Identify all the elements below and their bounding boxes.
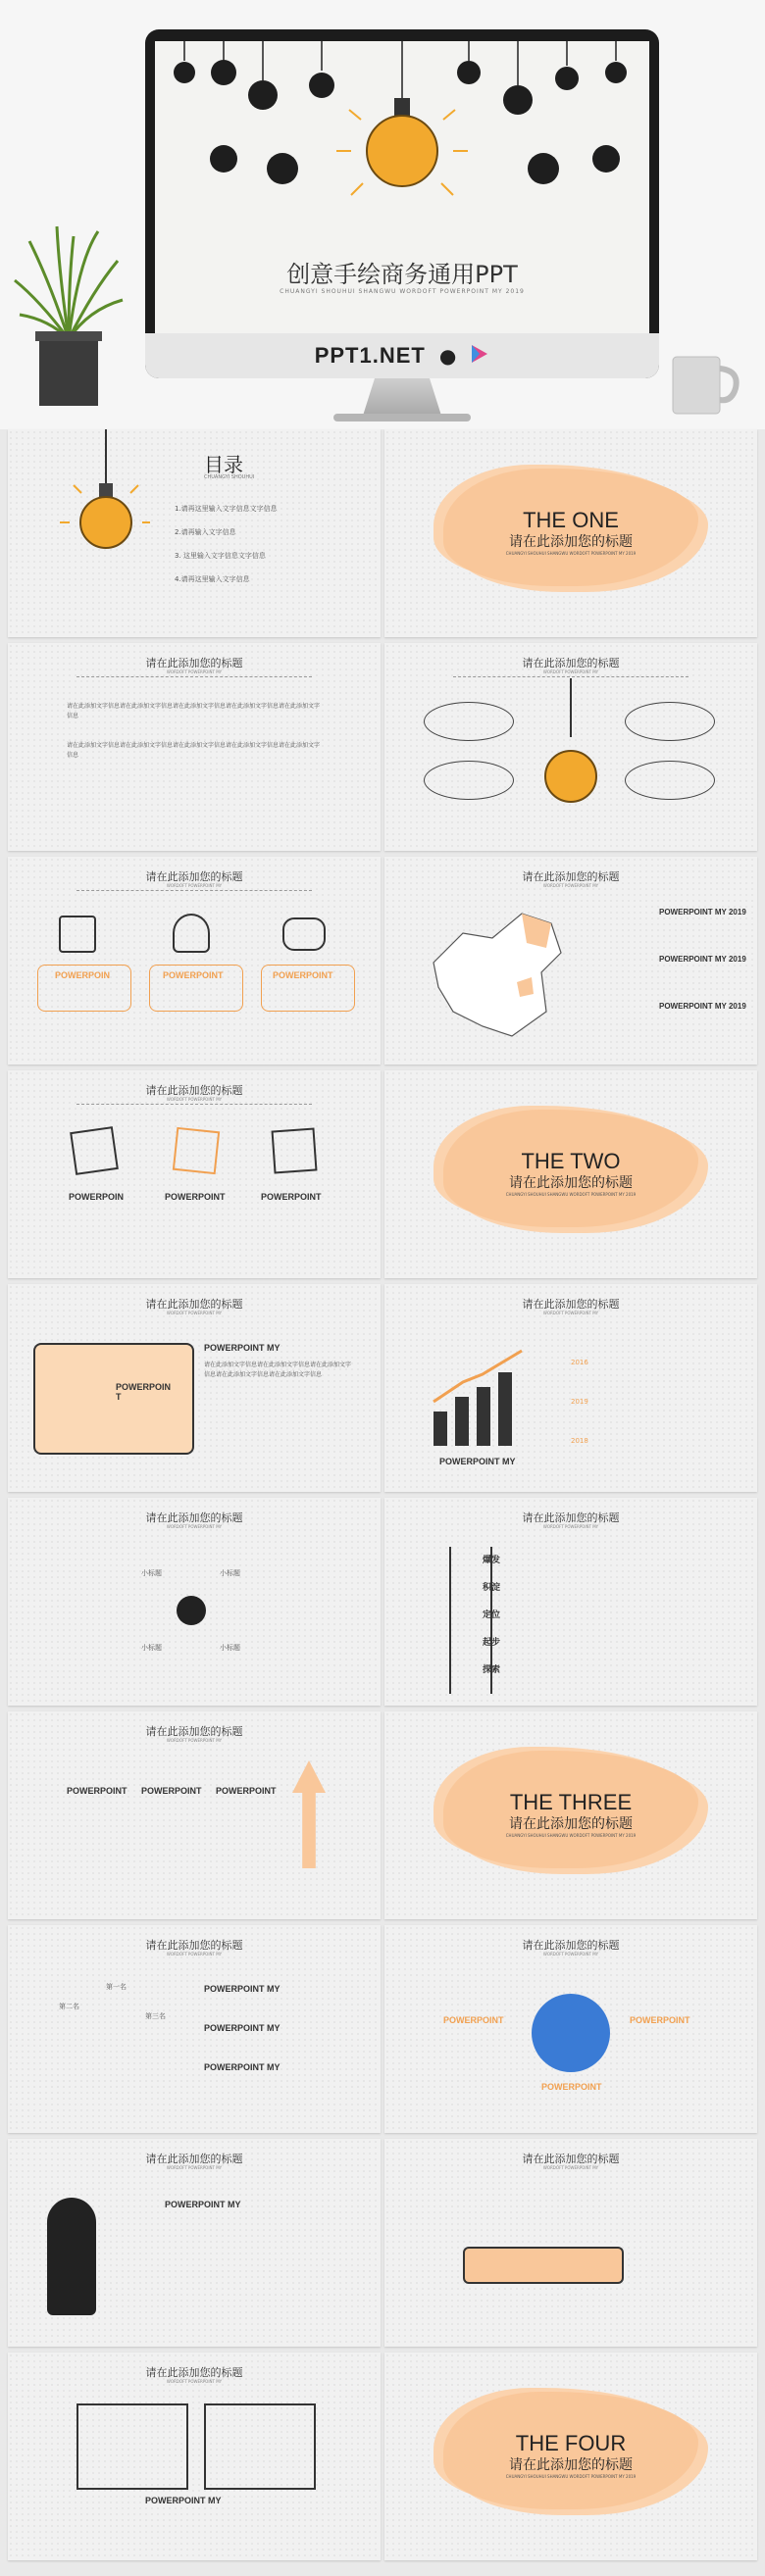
picture-frame bbox=[204, 2403, 316, 2490]
body-text: 请在此添加文字信息请在此添加文字信息请在此添加文字信息请在此添加文字信息请在此添加文字信息 bbox=[204, 1362, 352, 1378]
slide-notes[interactable] bbox=[8, 1070, 381, 1278]
speech-bubble bbox=[424, 702, 514, 741]
toc-item[interactable]: 1.请再这里输入文字信息文字信息 bbox=[175, 505, 278, 513]
map-label: POWERPOINT MY 2019 bbox=[659, 908, 746, 916]
ladder-step: 起步 bbox=[483, 1637, 501, 1647]
slide-title: 请在此添加您的标题 bbox=[145, 1725, 243, 1738]
arrow-up-icon bbox=[292, 1760, 326, 1868]
card-label: POWERPOINT bbox=[163, 970, 224, 980]
slide-title: 请在此添加您的标题 bbox=[522, 1511, 620, 1524]
book-label: POWERPOIN T bbox=[116, 1382, 172, 1402]
slide-subtitle: WORDOFT POWERPOINT MY bbox=[166, 1738, 223, 1743]
body-text: 请在此添加文字信息请在此添加文字信息请在此添加文字信息请在此添加文字信息请在此添加文字信息 bbox=[67, 742, 321, 759]
slide-figure[interactable] bbox=[8, 2139, 381, 2347]
bulb-icon bbox=[532, 678, 610, 845]
toc-item[interactable]: 4.请再这里输入文字信息 bbox=[175, 575, 250, 583]
note-icon bbox=[70, 1126, 119, 1175]
section-title-en: THE TWO bbox=[521, 1149, 621, 1173]
note-label: POWERPOIN bbox=[69, 1192, 125, 1202]
slide-subtitle: WORDOFT POWERPOINT MY bbox=[542, 2165, 599, 2170]
slide-title: 请在此添加您的标题 bbox=[145, 1298, 243, 1311]
globe-label: POWERPOINT bbox=[541, 2082, 602, 2092]
speech-bubble bbox=[424, 761, 514, 800]
map-label: POWERPOINT MY 2019 bbox=[659, 955, 746, 964]
divider bbox=[76, 890, 312, 891]
slide-section-four[interactable] bbox=[384, 2353, 757, 2560]
section-subtitle: CHUANGYI SHOUHUI SHANGWU WORDOFT POWERPOINT MY 2019 bbox=[505, 551, 637, 556]
slide-cycle[interactable] bbox=[8, 1498, 381, 1706]
slide-title: 请在此添加您的标题 bbox=[145, 2153, 243, 2165]
cycle-label: 小标题 bbox=[220, 1569, 240, 1577]
slide-toc[interactable] bbox=[8, 429, 381, 637]
section-subtitle: CHUANGYI SHOUHUI SHANGWU WORDOFT POWERPOINT MY 2019 bbox=[505, 1833, 637, 1838]
monitor-screen bbox=[155, 41, 649, 333]
rank-heading: POWERPOINT MY bbox=[204, 1984, 280, 1994]
slide-section-two[interactable] bbox=[384, 1070, 757, 1278]
body-text: 请在此添加文字信息请在此添加文字信息请在此添加文字信息请在此添加文字信息请在此添加文字信息 bbox=[67, 703, 321, 719]
slide-frames[interactable] bbox=[8, 2353, 381, 2560]
slide-title: 请在此添加您的标题 bbox=[522, 1939, 620, 1952]
monitor-stand bbox=[363, 378, 441, 416]
section-subtitle: CHUANGYI SHOUHUI SHANGWU WORDOFT POWERPOINT MY 2019 bbox=[505, 1192, 637, 1197]
note-icon bbox=[272, 1128, 318, 1174]
slide-title: 请在此添加您的标题 bbox=[145, 1511, 243, 1524]
section-title-en: THE ONE bbox=[523, 508, 619, 532]
slide-subtitle: WORDOFT POWERPOINT MY bbox=[166, 2379, 223, 2384]
slide-subtitle: WORDOFT POWERPOINT MY bbox=[542, 883, 599, 888]
speech-bubble bbox=[625, 702, 715, 741]
slide-title: 请在此添加您的标题 bbox=[522, 1298, 620, 1311]
slide-subtitle: WORDOFT POWERPOINT MY bbox=[166, 1311, 223, 1315]
figure-label: POWERPOINT MY bbox=[165, 2200, 241, 2209]
figure-illustration bbox=[47, 2198, 96, 2315]
slide-ladder[interactable] bbox=[384, 1498, 757, 1706]
section-title-en: THE THREE bbox=[509, 1790, 633, 1814]
year-label: 2016 bbox=[571, 1359, 588, 1366]
battery-label: POWERPOINT bbox=[67, 1786, 128, 1796]
slide-bulb-bubbles[interactable] bbox=[384, 643, 757, 851]
hero-title: 创意手绘商务通用PPT bbox=[286, 261, 518, 288]
speech-bubble bbox=[625, 761, 715, 800]
chart-label: POWERPOINT MY bbox=[439, 1457, 516, 1466]
toc-title: 目录 bbox=[204, 453, 243, 476]
slide-title: 请在此添加您的标题 bbox=[145, 2366, 243, 2379]
block-label: POWERPOINT MY bbox=[204, 1343, 280, 1353]
section-title-cn: 请在此添加您的标题 bbox=[509, 534, 633, 550]
play-logo-icon bbox=[470, 343, 489, 369]
slide-subtitle: WORDOFT POWERPOINT MY bbox=[542, 1311, 599, 1315]
slide-subtitle: WORDOFT POWERPOINT MY bbox=[542, 669, 599, 674]
section-title-cn: 请在此添加您的标题 bbox=[509, 1816, 633, 1832]
ladder-step: 爆发 bbox=[483, 1555, 501, 1564]
ladder-step: 积淀 bbox=[483, 1582, 501, 1592]
section-subtitle: CHUANGYI SHOUHUI SHANGWU WORDOFT POWERPOINT MY 2019 bbox=[505, 2474, 637, 2479]
ladder-step: 探索 bbox=[483, 1664, 501, 1674]
globe-label: POWERPOINT bbox=[630, 2015, 690, 2025]
slide-title: 请在此添加您的标题 bbox=[522, 657, 620, 669]
slide-book[interactable] bbox=[8, 1284, 381, 1492]
rank-label: 第二名 bbox=[59, 2003, 79, 2010]
globe-label: POWERPOINT bbox=[443, 2015, 504, 2025]
note-label: POWERPOINT bbox=[165, 1192, 226, 1202]
monitor-chin bbox=[145, 333, 659, 378]
toc-item[interactable]: 3. 这里输入文字信息文字信息 bbox=[175, 552, 266, 560]
slide-globe[interactable] bbox=[384, 1925, 757, 2133]
cycle-label: 小标题 bbox=[141, 1569, 162, 1577]
rank-heading: POWERPOINT MY bbox=[204, 2062, 280, 2072]
plant-image bbox=[10, 222, 128, 418]
slide-subtitle: WORDOFT POWERPOINT MY bbox=[166, 1097, 223, 1102]
slide-subtitle: WORDOFT POWERPOINT MY bbox=[166, 883, 223, 888]
slide-text[interactable] bbox=[8, 643, 381, 851]
atm-icon bbox=[59, 916, 96, 953]
slide-title: 请在此添加您的标题 bbox=[145, 870, 243, 883]
slide-subtitle: WORDOFT POWERPOINT MY bbox=[542, 1524, 599, 1529]
slide-banner[interactable] bbox=[384, 2139, 757, 2347]
year-label: 2018 bbox=[571, 1437, 588, 1445]
rank-heading: POWERPOINT MY bbox=[204, 2023, 280, 2033]
growth-bars-illustration bbox=[424, 1343, 541, 1451]
slide-subtitle: WORDOFT POWERPOINT MY bbox=[166, 1952, 223, 1957]
slide-thumbnails bbox=[0, 429, 765, 2576]
map-label: POWERPOINT MY 2019 bbox=[659, 1002, 746, 1011]
slide-title: 请在此添加您的标题 bbox=[522, 870, 620, 883]
slide-title: 请在此添加您的标题 bbox=[145, 1939, 243, 1952]
picture-frame bbox=[76, 2403, 188, 2490]
slide-growth-chart[interactable] bbox=[384, 1284, 757, 1492]
card-label: POWERPOINT bbox=[273, 970, 333, 980]
toc-subtitle: CHUANGYI SHOUHUI bbox=[204, 474, 255, 480]
monitor bbox=[145, 29, 659, 378]
battery-label: POWERPOINT bbox=[216, 1786, 277, 1796]
slide-title: 请在此添加您的标题 bbox=[522, 2153, 620, 2165]
slide-title: 请在此添加您的标题 bbox=[145, 1084, 243, 1097]
slide-three-icons[interactable] bbox=[8, 857, 381, 1065]
slide-batteries[interactable] bbox=[8, 1711, 381, 1919]
slide-section-one[interactable] bbox=[384, 429, 757, 637]
ladder-step: 定位 bbox=[483, 1610, 501, 1619]
hero-banner bbox=[0, 0, 765, 429]
slide-subtitle: WORDOFT POWERPOINT MY bbox=[542, 1952, 599, 1957]
slide-subtitle: WORDOFT POWERPOINT MY bbox=[166, 669, 223, 674]
divider bbox=[76, 1104, 312, 1105]
hero-subtitle: CHUANGYI SHOUHUI SHANGWU WORDOFT POWERPOINT MY 2019 bbox=[280, 288, 525, 295]
toc-item[interactable]: 2.请再输入文字信息 bbox=[175, 528, 236, 536]
frame-label: POWERPOINT MY bbox=[145, 2496, 222, 2505]
section-title-cn: 请在此添加您的标题 bbox=[509, 2457, 633, 2473]
slide-map[interactable] bbox=[384, 857, 757, 1065]
apple-icon: ● bbox=[438, 344, 457, 368]
mug-image bbox=[667, 353, 745, 418]
cycle-label: 小标题 bbox=[141, 1644, 162, 1652]
bulb-icon bbox=[177, 1596, 206, 1625]
banner-illustration bbox=[463, 2247, 624, 2284]
divider bbox=[76, 676, 312, 677]
section-title-en: THE FOUR bbox=[515, 2431, 627, 2455]
hanging-bulbs-illustration bbox=[155, 41, 649, 247]
slide-subtitle: WORDOFT POWERPOINT MY bbox=[166, 1524, 223, 1529]
rank-label: 第一名 bbox=[106, 1983, 127, 1991]
monitor-stand-base bbox=[333, 414, 471, 421]
battery-label: POWERPOINT bbox=[141, 1786, 202, 1796]
divider bbox=[453, 676, 688, 677]
slide-section-three[interactable] bbox=[384, 1711, 757, 1919]
person-icon bbox=[173, 914, 210, 953]
note-label: POWERPOINT bbox=[261, 1192, 322, 1202]
slide-subtitle: WORDOFT POWERPOINT MY bbox=[166, 2165, 223, 2170]
china-map bbox=[424, 904, 571, 1051]
note-icon bbox=[173, 1127, 220, 1174]
rank-label: 第三名 bbox=[145, 2012, 166, 2020]
section-title-cn: 请在此添加您的标题 bbox=[509, 1175, 633, 1191]
slide-pyramids[interactable] bbox=[8, 1925, 381, 2133]
year-label: 2019 bbox=[571, 1398, 588, 1406]
card-label: POWERPOIN bbox=[55, 970, 111, 980]
bulb-icon bbox=[52, 429, 150, 606]
brand-label: PPT1.NET bbox=[314, 343, 426, 368]
handshake-icon bbox=[282, 917, 326, 951]
slide-title: 请在此添加您的标题 bbox=[145, 657, 243, 669]
cycle-label: 小标题 bbox=[220, 1644, 240, 1652]
globe-icon bbox=[532, 1994, 610, 2072]
